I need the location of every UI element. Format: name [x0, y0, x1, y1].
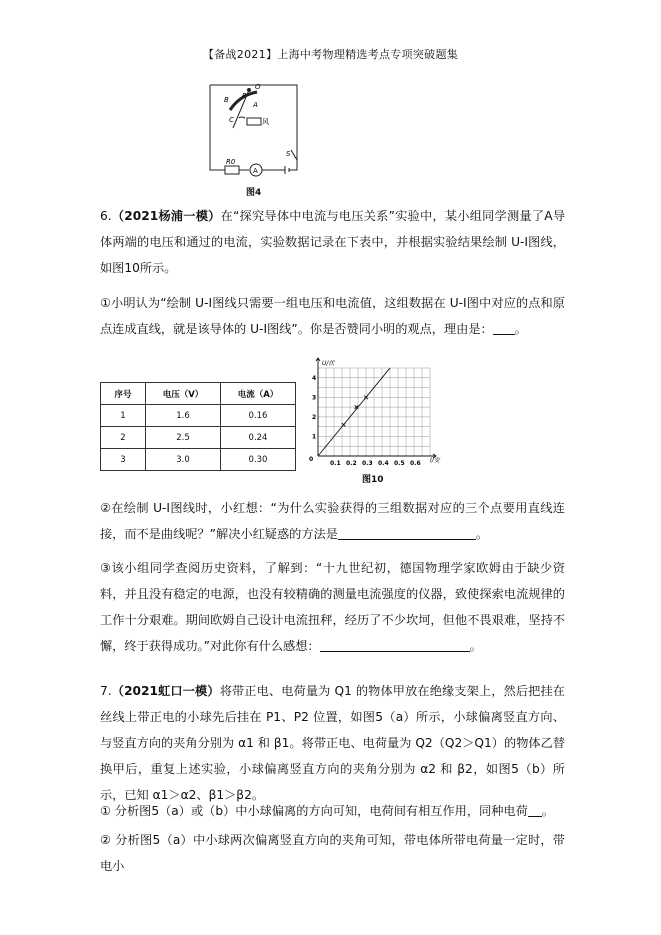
fig4-label-o: O [255, 83, 261, 91]
q7-part1-end: 。 [541, 804, 554, 818]
figure-10-caption: 图10 [362, 475, 384, 485]
q6-part1 [100, 290, 565, 342]
q7-part1-text: ① 分析图5（a）或（b）中小球偏离的方向可知，电荷间有相互作用，同种电荷 [100, 804, 528, 818]
q6-part2-end: 。 [475, 527, 489, 541]
x-tick-label: 0.3 [362, 460, 373, 467]
q7-part1 [100, 798, 565, 824]
q7-intro [100, 678, 565, 808]
data-point [342, 423, 346, 427]
y-tick-label: 1 [312, 433, 317, 441]
x-tick-label: 0.4 [378, 460, 389, 467]
fig4-label-c: C [229, 116, 234, 124]
q6-part2-blank[interactable] [338, 526, 476, 540]
q6-part3-text: ③该小组同学查阅历史资料，了解到：“十九世纪初，德国物理学家欧姆由于缺少资料，并且没有稳定的电源，也没有较精确的测量电流强度的仪器，致使探索电流规律的工作十分艰难。期间欧姆自己设计电流扭秤，经历了不少坎坷，但他不畏艰难，坚持不懈，终于获得成功。”对此你有什么感想： [100, 561, 565, 653]
fig4-label-r0: R0 [226, 158, 236, 166]
fig4-label-wind: 风 [262, 118, 269, 126]
x-tick-label: 0.5 [394, 460, 405, 467]
x-tick-label: 0.2 [346, 460, 357, 467]
page-header: 【备战2021】上海中考物理精选考点专项突破题集 [202, 48, 459, 61]
fig4-label-a: A [253, 101, 258, 109]
q6-part1-end: 。 [514, 322, 527, 336]
x-tick-label: 0.6 [410, 460, 421, 467]
table-header-current: 电流（A） [221, 383, 296, 405]
q6-part1-text: ①小明认为“绘制 U-I图线只需要一组电压和电流值，这组数据在 U-I图中对应的点和原点连成直线，就是该导体的 U-I图线”。你是否赞同小明的观点，理由是： [100, 296, 565, 336]
table-cell: 0.16 [221, 405, 296, 427]
fig4-label-p: P [242, 92, 247, 100]
table-header-voltage: 电压（V） [146, 383, 221, 405]
q6-part1-blank[interactable] [493, 321, 515, 335]
q6-intro [100, 203, 565, 281]
fit-line [318, 368, 390, 456]
q7-part2 [100, 827, 565, 879]
figure-4-circuit [205, 80, 305, 180]
q7-number: 7. [100, 684, 112, 698]
x-axis-label: I/安 [430, 457, 440, 464]
table-header-index: 序号 [101, 383, 146, 405]
x-tick-label: 0.1 [330, 460, 341, 467]
q6-part2-text: ②在绘制 U-I图线时，小红想：“为什么实验获得的三组数据对应的三个点要用直线连接，而不是曲线呢？”解决小红疑惑的方法是 [100, 501, 565, 541]
y-axis-label: U/伏 [322, 360, 335, 367]
y-tick-label: 2 [312, 413, 317, 421]
table-row [101, 405, 296, 427]
table-cell: 1.6 [146, 405, 221, 427]
data-table-wrap [100, 382, 298, 465]
table-cell: 1 [101, 405, 146, 427]
table-row [101, 449, 296, 471]
origin-label: 0 [309, 456, 314, 463]
y-tick-label: 3 [312, 394, 317, 402]
q6-number: 6. [100, 209, 112, 223]
table-cell: 3 [101, 449, 146, 471]
fig4-label-b: B [224, 96, 229, 104]
q7-source: （2021虹口一模） [111, 684, 220, 698]
q6-source: （2021杨浦一模） [111, 209, 221, 223]
table-row [101, 427, 296, 449]
q7-part1-blank[interactable] [528, 803, 542, 817]
table-cell: 3.0 [146, 449, 221, 471]
q6-intro-text: 在“探究导体中电流与电压关系”实验中，某小组同学测量了A导体两端的电压和通过的电流，实验数据记录在下表中，并根据实验结果绘制 U-I图线，如图10所示。 [100, 209, 566, 275]
fig4-label-s: S [286, 150, 291, 158]
q6-part3 [100, 555, 565, 659]
table-cell: 2 [101, 427, 146, 449]
table-cell: 0.30 [221, 449, 296, 471]
q7-part2-text: ② 分析图5（a）中小球两次偏离竖直方向的夹角可知，带电体所带电荷量一定时，带电小 [100, 833, 565, 873]
y-tick-label: 4 [312, 374, 317, 382]
table-cell: 0.24 [221, 427, 296, 449]
fig4-label-ammeter: A [253, 167, 258, 175]
table-cell: 2.5 [146, 427, 221, 449]
q6-part3-end: 。 [469, 639, 482, 653]
figure-10-graph [306, 356, 448, 470]
q6-part3-blank[interactable] [320, 638, 470, 652]
q6-part2 [100, 495, 565, 547]
figure-4-caption: 图4 [246, 188, 262, 198]
q7-intro-text: 将带正电、电荷量为 Q1 的物体甲放在绝缘支架上，然后把挂在丝线上带正电的小球先后挂在 P1、P2 位置，如图5（a）所示，小球偏离竖直方向、与竖直方向的夹角分别为 α1 和 β1。将带正电、电荷量为 Q2（Q2＞Q1）的物体乙替换甲后，重复上述实验，小球偏离竖直方向的夹角分别为 α2 和 β2，如图5（b）所示，已知 α1＞α2、β1＞β2。 [100, 684, 565, 802]
data-table [100, 382, 296, 471]
